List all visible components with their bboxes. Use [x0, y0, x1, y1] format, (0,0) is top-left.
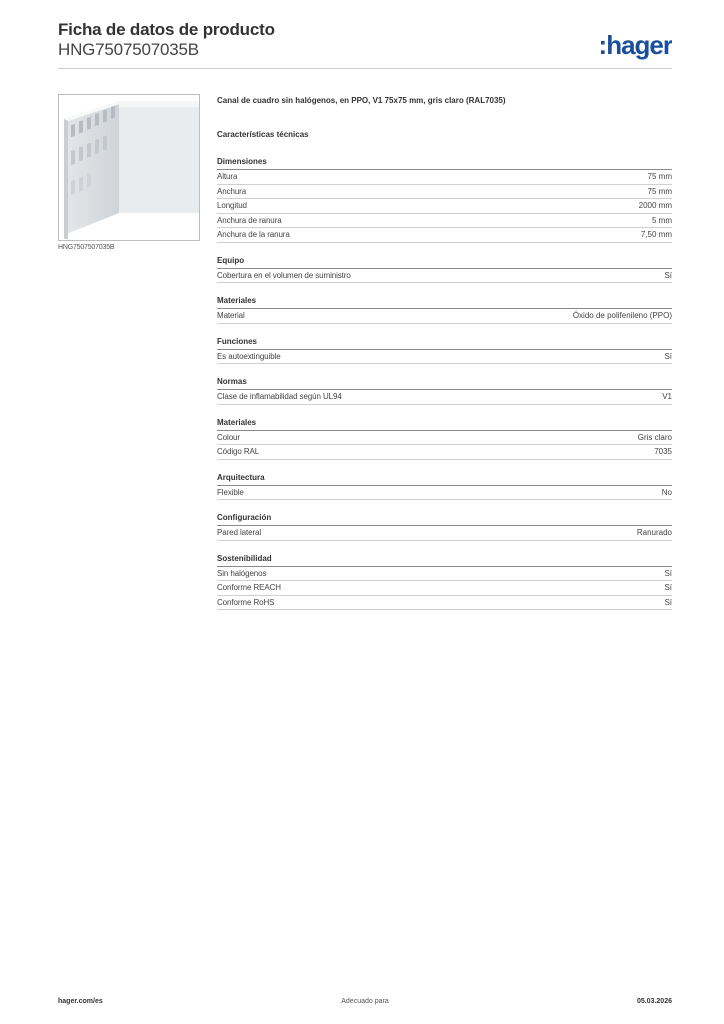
page-footer — [58, 998, 672, 1010]
spec-label: Anchura — [217, 186, 247, 196]
spec-row — [217, 567, 672, 582]
product-description: Canal de cuadro sin halógenos, en PPO, V1 75x75 mm, gris claro (RAL7035) — [217, 96, 506, 105]
technical-characteristics-heading: Características técnicas — [217, 130, 309, 139]
spec-row — [217, 228, 672, 243]
spec-label: Colour — [217, 432, 240, 442]
spec-value: Sí — [664, 583, 672, 592]
product-image — [58, 94, 200, 241]
cable-duct-illustration — [59, 95, 199, 240]
section-title: Materiales — [217, 417, 672, 431]
section-title: Normas — [217, 376, 672, 390]
spec-section — [217, 472, 672, 501]
section-title: Materiales — [217, 295, 672, 309]
product-details — [217, 95, 672, 610]
spec-label: Altura — [217, 172, 238, 181]
footer-date: 05.03.2026 — [636, 998, 672, 1005]
spec-row — [217, 309, 672, 324]
spec-value: V1 — [662, 392, 672, 401]
spec-label: Material — [217, 311, 245, 320]
spec-row — [217, 269, 672, 284]
spec-section — [217, 417, 672, 460]
spec-section — [217, 255, 672, 284]
spec-section — [217, 156, 672, 243]
spec-section — [217, 336, 672, 365]
image-caption: HNG7507507035B — [58, 244, 115, 251]
spec-row — [217, 350, 672, 365]
spec-value: Sí — [664, 270, 672, 280]
spec-value: Gris claro — [637, 432, 672, 442]
footer-suitable-for: Adecuado para — [341, 998, 389, 1005]
spec-value: 2000 mm — [638, 201, 672, 210]
spec-label: Código RAL — [217, 447, 260, 456]
spec-label: Conforme RoHS — [217, 597, 275, 607]
spec-value: Ranurado — [636, 528, 672, 537]
spec-row — [217, 596, 672, 611]
section-title: Funciones — [217, 336, 672, 350]
spec-label: Longitud — [217, 201, 247, 210]
spec-section — [217, 512, 672, 541]
spec-value: 75 mm — [647, 172, 672, 181]
spec-section — [217, 376, 672, 405]
spec-row — [217, 581, 672, 596]
spec-value: Sí — [664, 351, 672, 361]
document-title: Ficha de datos de producto — [58, 20, 275, 39]
spec-row — [217, 185, 672, 200]
spec-value: Sí — [664, 597, 672, 607]
section-title: Equipo — [217, 255, 672, 269]
spec-label: Anchura de la ranura — [217, 230, 290, 239]
section-title: Arquitectura — [217, 472, 672, 486]
spec-value: Sí — [664, 568, 672, 578]
section-title: Configuración — [217, 512, 672, 526]
page-header — [58, 20, 672, 70]
spec-row — [217, 445, 672, 460]
product-code: HNG7507507035B — [58, 40, 199, 59]
spec-label: Pared lateral — [217, 528, 262, 537]
spec-row — [217, 526, 672, 541]
spec-sections — [217, 156, 672, 610]
spec-value: 75 mm — [647, 186, 672, 196]
spec-value: 5 mm — [652, 215, 672, 225]
spec-row — [217, 431, 672, 446]
spec-label: Sin halógenos — [217, 568, 267, 578]
spec-value: 7035 — [654, 447, 672, 456]
spec-label: Clase de inflamabilidad según UL94 — [217, 392, 342, 401]
spec-row — [217, 390, 672, 405]
section-title: Dimensiones — [217, 156, 672, 170]
footer-website[interactable]: hager.com/es — [58, 998, 103, 1005]
spec-section — [217, 295, 672, 324]
logo-text: :hager — [598, 30, 672, 60]
spec-value: Óxido de polifenileno (PPO) — [572, 311, 672, 320]
section-title: Sostenibilidad — [217, 553, 672, 567]
spec-row — [217, 214, 672, 229]
spec-row — [217, 199, 672, 214]
spec-section — [217, 553, 672, 611]
spec-label: Flexible — [217, 487, 244, 497]
spec-label: Conforme REACH — [217, 583, 281, 592]
hager-logo — [582, 28, 672, 62]
header-divider — [58, 68, 672, 69]
spec-row — [217, 486, 672, 501]
spec-label: Cobertura en el volumen de suministro — [217, 270, 351, 280]
spec-value: No — [661, 487, 672, 497]
spec-value: 7,50 mm — [640, 230, 672, 239]
spec-label: Anchura de ranura — [217, 215, 282, 225]
spec-label: Es autoextinguible — [217, 351, 281, 361]
spec-row — [217, 170, 672, 185]
